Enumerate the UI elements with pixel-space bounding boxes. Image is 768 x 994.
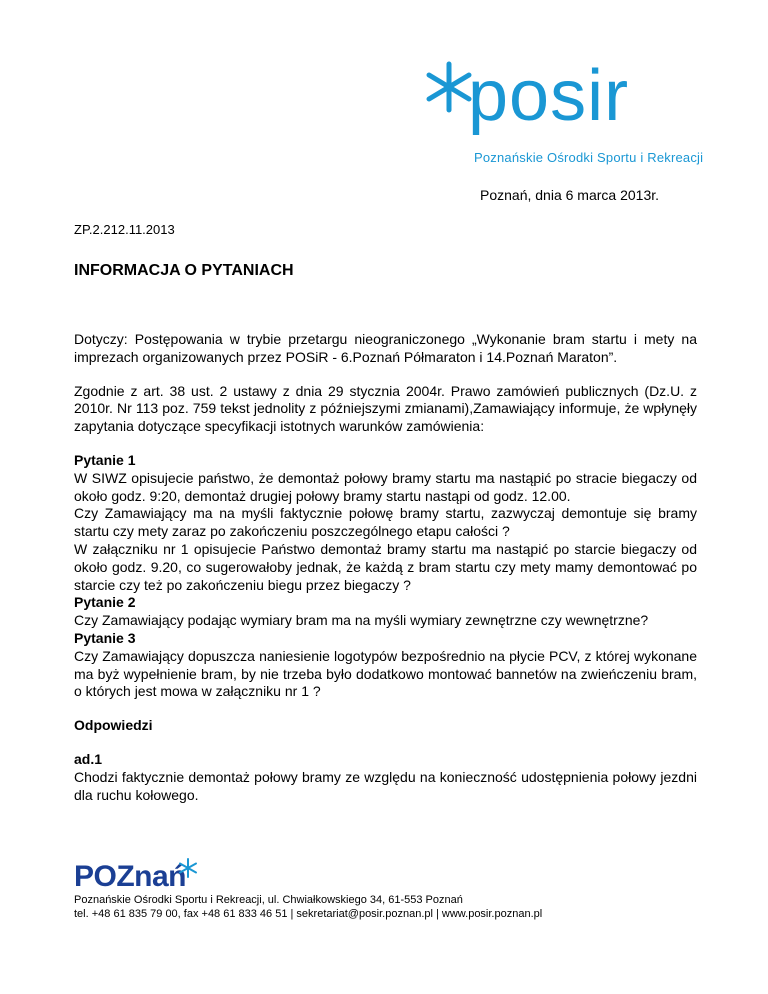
- document-title: INFORMACJA O PYTANIACH: [74, 262, 294, 279]
- footer-contact: [74, 894, 542, 921]
- answers-heading: Odpowiedzi: [74, 717, 153, 734]
- poznan-logo-text: POZnań: [74, 860, 187, 893]
- question-2-heading: Pytanie 2: [74, 594, 136, 611]
- asterisk-icon: [178, 858, 198, 878]
- reference-number: ZP.2.212.11.2013: [74, 222, 175, 237]
- subject-paragraph: Dotyczy: Postępowania w trybie przetargu nieograniczonego „Wykonanie bram startu i mety na imprezach organizowanych przez POSiR - 6.Poznań Półmaraton i 14.Poznań Maraton”.: [74, 331, 697, 365]
- footer-address: Poznańskie Ośrodki Sportu i Rekreacji, ul. Chwiałkowskiego 34, 61-553 Poznań: [74, 894, 463, 906]
- question-1-text: W SIWZ opisujecie państwo, że demontaż połowy bramy startu ma nastąpić po stracie biegaczy od około godz. 9:20, demontaż drugiej połowy bramy startu nastąpi od godz. 12.00.: [74, 469, 697, 504]
- intro-paragraph: Zgodnie z art. 38 ust. 2 ustawy z dnia 29 stycznia 2004r. Prawo zamówień publicznych (Dz.U. z 2010r. Nr 113 poz. 759 tekst jednolity z późniejszymi zmianami),Zamawiający informuje, że wpłynęły zapytania dotyczące specyfikacji istotnych warunków zamówienia:: [74, 382, 697, 435]
- question-1-heading: Pytanie 1: [74, 451, 136, 468]
- posir-logo-subtitle: Poznańskie Ośrodki Sportu i Rekreacji: [474, 150, 704, 165]
- poznan-logo: [74, 858, 204, 892]
- question-3-heading: Pytanie 3: [74, 629, 136, 646]
- place-and-date: Poznań, dnia 6 marca 2013r.: [480, 187, 660, 203]
- answer-1-heading: ad.1: [74, 750, 103, 767]
- answer-1-text: Chodzi faktycznie demontaż połowy bramy ze względu na konieczność udostępnienia połowy jezdni dla ruchu kołowego.: [74, 768, 697, 803]
- document-body: [74, 331, 697, 804]
- question-1-text: Czy Zamawiający ma na myśli faktycznie połowę bramy startu, zazwyczaj demontuje się bramy startu czy mety zaraz po zakończeniu poszczególnego etapu całości ?: [74, 505, 697, 540]
- question-1-text: W załączniku nr 1 opisujecie Państwo demontaż bramy startu ma nastąpić po starcie biegaczy od około godz. 9.20, co sugerowałoby jednak, że każdą z bram startu czy mety mamy demontować po starcie czy też po zakończeniu biegu przez biegaczy ?: [74, 540, 697, 593]
- posir-logo: [420, 58, 710, 170]
- question-2-text: Czy Zamawiający podając wymiary bram ma na myśli wymiary zewnętrzne czy wewnętrzne?: [74, 612, 649, 629]
- question-3-text: Czy Zamawiający dopuszcza naniesienie logotypów bezpośrednio na płycie PCV, z której wykonane ma byż wypełnienie bram, by nie trzeba było dodatkowo montować bannetów na zwieńczeniu bram, o których jest mowa w załączniku nr 1 ?: [74, 647, 697, 700]
- footer-contact-line: tel. +48 61 835 79 00, fax +48 61 833 46 51 | sekretariat@posir.poznan.pl | www.posir.poznan.pl: [74, 907, 543, 920]
- posir-logo-text: posir: [468, 56, 630, 136]
